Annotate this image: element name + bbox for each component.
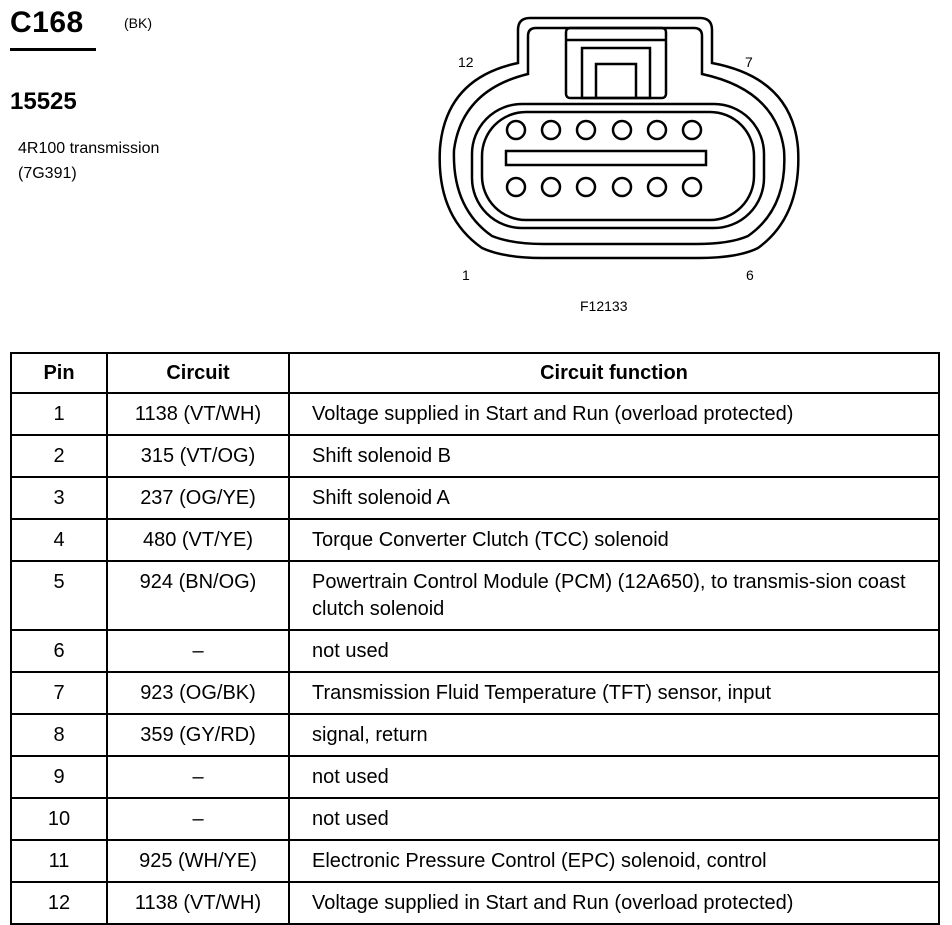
function-cell: not used xyxy=(289,630,939,672)
table-row xyxy=(11,714,939,756)
circuit-cell: – xyxy=(107,630,289,672)
pin-cell: 12 xyxy=(11,882,107,924)
pin-cavity xyxy=(507,121,525,139)
table-row xyxy=(11,393,939,435)
polarization-bar xyxy=(506,151,706,165)
function-cell: Voltage supplied in Start and Run (overload protected) xyxy=(289,882,939,924)
pin-cavity xyxy=(542,121,560,139)
connector-diagram xyxy=(420,8,820,318)
pin-cell: 7 xyxy=(11,672,107,714)
pin-cell: 9 xyxy=(11,756,107,798)
function-cell: Powertrain Control Module (PCM) (12A650), to transmis-sion coast clutch solenoid xyxy=(289,561,939,630)
pin-label-bottom-right: 6 xyxy=(746,267,754,283)
circuit-cell: – xyxy=(107,756,289,798)
function-cell: not used xyxy=(289,756,939,798)
pin-cell: 4 xyxy=(11,519,107,561)
circuit-cell: 923 (OG/BK) xyxy=(107,672,289,714)
pin-label-top-left: 12 xyxy=(458,54,474,70)
function-cell: Shift solenoid A xyxy=(289,477,939,519)
header-pin: Pin xyxy=(11,353,107,393)
function-cell: Transmission Fluid Temperature (TFT) sensor, input xyxy=(289,672,939,714)
pin-cavity xyxy=(648,178,666,196)
table-row xyxy=(11,630,939,672)
table-row xyxy=(11,519,939,561)
description-line-1: 4R100 transmission xyxy=(18,140,160,157)
table-row xyxy=(11,756,939,798)
color-code: (BK) xyxy=(124,15,152,31)
pin-cavity xyxy=(683,178,701,196)
function-cell: signal, return xyxy=(289,714,939,756)
circuit-cell: 1138 (VT/WH) xyxy=(107,393,289,435)
pin-cavities xyxy=(507,121,701,196)
header-circuit: Circuit xyxy=(107,353,289,393)
function-cell: Shift solenoid B xyxy=(289,435,939,477)
circuit-cell: 925 (WH/YE) xyxy=(107,840,289,882)
function-cell: Torque Converter Clutch (TCC) solenoid xyxy=(289,519,939,561)
connector-id-underline xyxy=(10,48,96,51)
figure-id: F12133 xyxy=(580,298,628,314)
pin-cavity xyxy=(577,121,595,139)
pin-cavity xyxy=(613,121,631,139)
pin-cavity xyxy=(542,178,560,196)
circuit-cell: 924 (BN/OG) xyxy=(107,561,289,630)
pin-cell: 10 xyxy=(11,798,107,840)
description-line-2: (7G391) xyxy=(18,165,77,182)
pin-cavity xyxy=(577,178,595,196)
header-circuit-function: Circuit function xyxy=(289,353,939,393)
table-row xyxy=(11,840,939,882)
table-row xyxy=(11,798,939,840)
pin-cell: 11 xyxy=(11,840,107,882)
pin-cell: 1 xyxy=(11,393,107,435)
table-row xyxy=(11,435,939,477)
pin-cavity xyxy=(507,178,525,196)
pin-cell: 8 xyxy=(11,714,107,756)
table-row xyxy=(11,882,939,924)
pin-cell: 2 xyxy=(11,435,107,477)
function-cell: Electronic Pressure Control (EPC) solenoid, control xyxy=(289,840,939,882)
pin-label-top-right: 7 xyxy=(745,54,753,70)
pin-cell: 5 xyxy=(11,561,107,630)
pin-cavity xyxy=(613,178,631,196)
pin-label-bottom-left: 1 xyxy=(462,267,470,283)
circuit-cell: 315 (VT/OG) xyxy=(107,435,289,477)
connector-id: C168 xyxy=(10,6,84,39)
table-header-row xyxy=(11,353,939,393)
latch-inner xyxy=(582,48,650,98)
function-cell: Voltage supplied in Start and Run (overload protected) xyxy=(289,393,939,435)
circuit-cell: 1138 (VT/WH) xyxy=(107,882,289,924)
table-row xyxy=(11,561,939,630)
pin-cell: 6 xyxy=(11,630,107,672)
pin-cavity xyxy=(683,121,701,139)
pin-cell: 3 xyxy=(11,477,107,519)
function-cell: not used xyxy=(289,798,939,840)
table-row xyxy=(11,672,939,714)
circuit-cell: – xyxy=(107,798,289,840)
circuit-cell: 359 (GY/RD) xyxy=(107,714,289,756)
pin-table xyxy=(10,352,940,925)
circuit-cell: 237 (OG/YE) xyxy=(107,477,289,519)
pin-cavity xyxy=(648,121,666,139)
table-row xyxy=(11,477,939,519)
latch-tab xyxy=(596,64,636,98)
circuit-cell: 480 (VT/YE) xyxy=(107,519,289,561)
part-number: 15525 xyxy=(10,88,77,115)
